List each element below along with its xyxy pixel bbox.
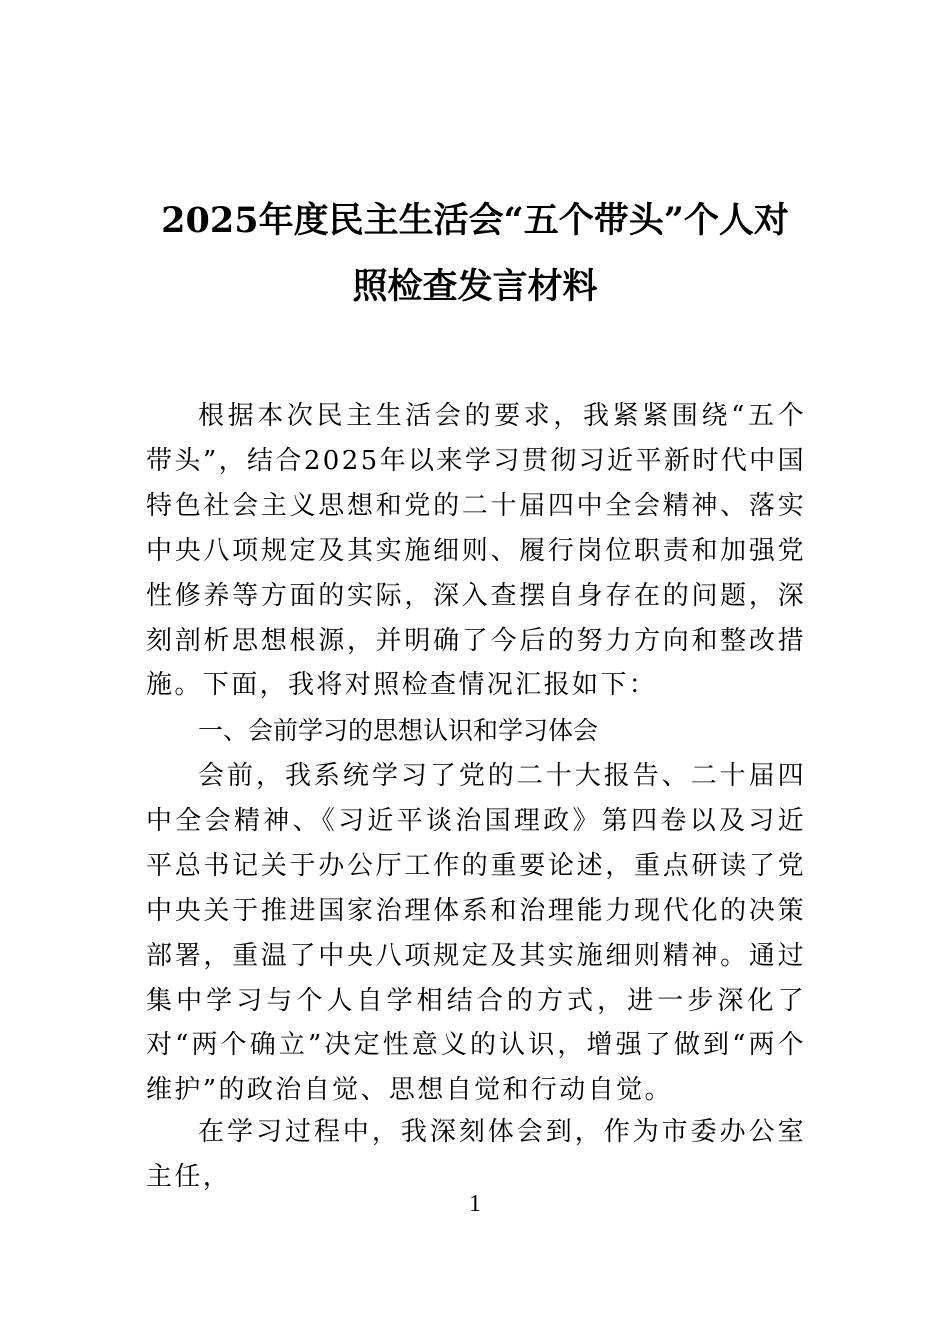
- document-title-line-1: 2025年度民主生活会“五个带头”个人对: [161, 200, 789, 241]
- section-heading-1: 一、会前学习的思想认识和学习体会: [198, 716, 599, 745]
- page-number: 1: [469, 1191, 481, 1217]
- document-title-line-2: 照检查发言材料: [352, 266, 598, 307]
- paragraph-study: 会前，我系统学习了党的二十大报告、二十届四中全会精神、《习近平谈治国理政》第四卷以及习近平总书记关于办公厅工作的重要论述，重点研读了党中央关于推进国家治理体系和治理能力现代化的决策部署，重温了中央八项规定及其实施细则精神。通过集中学习与个人自学相结合的方式，进一步深化了对“两个确立”决定性意义的认识，增强了做到“两个维护”的政治自觉、思想自觉和行动自觉。: [146, 761, 806, 1106]
- paragraph-intro: 根据本次民主生活会的要求，我紧紧围绕“五个带头”，结合2025年以来学习贯彻习近平新时代中国特色社会主义思想和党的二十届四中全会精神、落实中央八项规定及其实施细则、履行岗位职责和加强党性修养等方面的实际，深入查摆自身存在的问题，深刻剖析思想根源，并明确了今后的努力方向和整改措施。下面，我将对照检查情况汇报如下：: [146, 401, 806, 701]
- paragraph-reflection: 在学习过程中，我深刻体会到，作为市委办公室主任，: [146, 1117, 806, 1192]
